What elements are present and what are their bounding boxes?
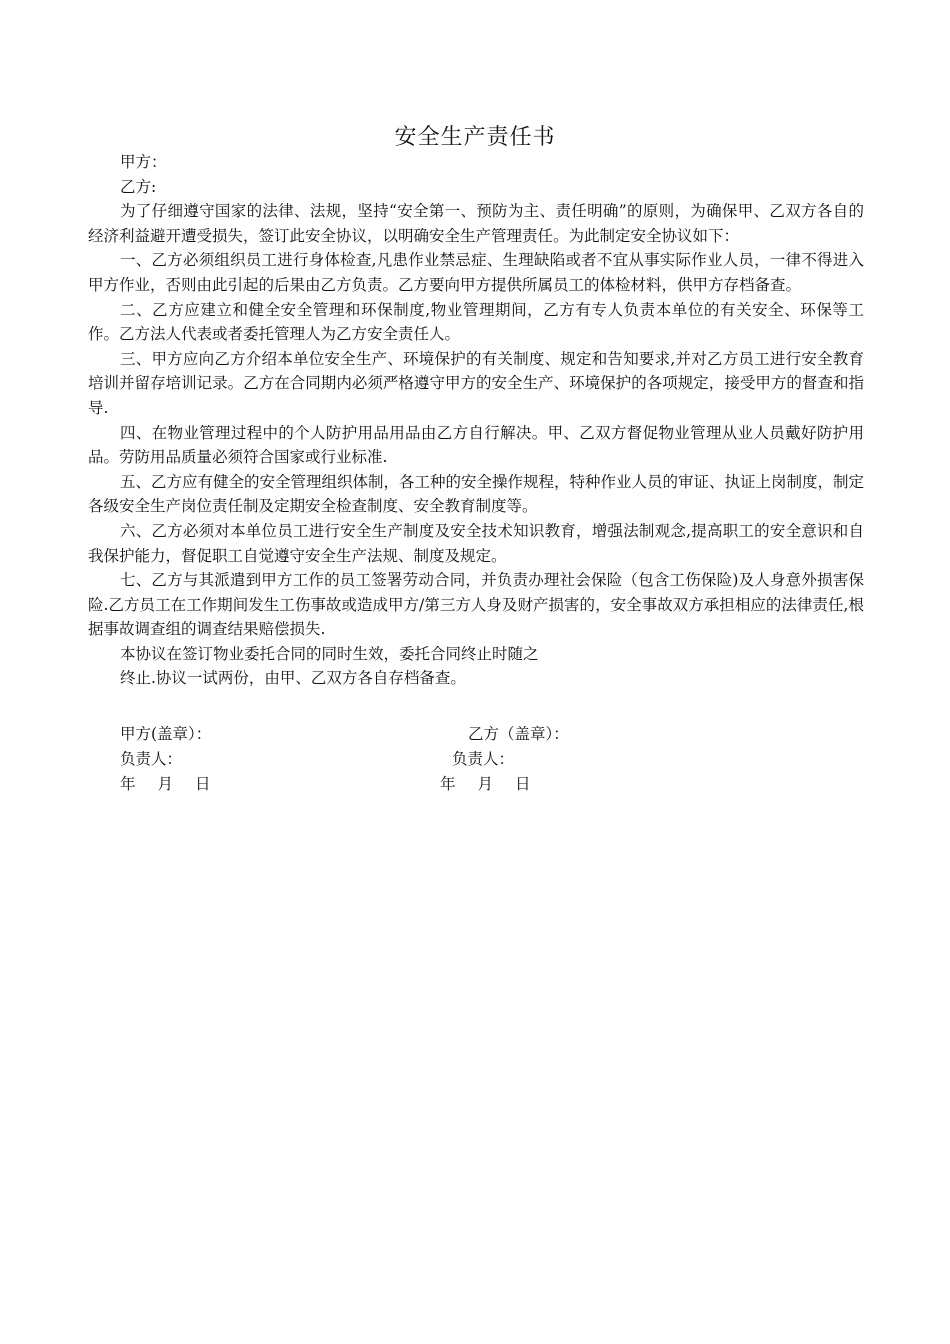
party-a-line: 甲方： xyxy=(120,153,167,171)
intro-paragraph: 为了仔细遵守国家的法律、法规，坚持“安全第一、预防为主、责任明确”的原则，为确保甲、乙双方各自的经济利益避开遭受损失，签订此安全协议，以明确安全生产管理责任。为此制定安全协议如下： xyxy=(88,202,864,245)
date-year: 年 xyxy=(120,775,136,793)
party-b-line: 乙方: xyxy=(120,177,157,196)
clause-6: 六、乙方必须对本单位员工进行安全生产制度及安全技术知识教育，增强法制观念,提高职工的安全意识和自我保护能力，督促职工自觉遵守安全生产法规、制度及规定。 xyxy=(88,521,864,565)
document-body xyxy=(88,150,864,691)
clause-1: 一、乙方必须组织员工进行身体检查,凡患作业禁忌症、生理缺陷或者不宜从事实际作业人员，一律不得进入甲方作业，否则由此引起的后果由乙方负责。乙方要向甲方提供所属员工的体检材料，供甲方存档备查。 xyxy=(88,251,864,294)
clause-2: 二、乙方应建立和健全安全管理和环保制度,物业管理期间，乙方有专人负责本单位的有关安全、环保等工作。乙方法人代表或者委托管理人为乙方安全责任人。 xyxy=(88,300,864,344)
party-a-responsible-label: 负责人： xyxy=(120,750,183,768)
clause-5: 五、乙方应有健全的安全管理组织体制，各工种的安全操作规程，特种作业人员的审证、执证上岗制度，制定各级安全生产岗位责任制及定期安全检查制度、安全教育制度等。 xyxy=(88,472,865,516)
effective-line-2: 终止.协议一试两份，由甲、乙双方各自存档备查。 xyxy=(120,669,466,688)
party-b-seal-label: 乙方（盖章）： xyxy=(468,725,569,743)
date-month: 月 xyxy=(157,775,174,793)
effective-line-1: 本协议在签订物业委托合同的同时生效，委托合同终止时随之 xyxy=(120,644,539,663)
date-day: 日 xyxy=(515,775,531,793)
date-month: 月 xyxy=(477,775,494,793)
clause-7: 七、乙方与其派遣到甲方工作的员工签署劳动合同，并负责办理社会保险（包含工伤保险)及人身意外损害保险.乙方员工在工作期间发生工伤事故或造成甲方/第三方人身及财产损害的，安全事故双方承担相应的法律责任,根据事故调查组的调查结果赔偿损失. xyxy=(88,571,864,639)
clause-4: 四、在物业管理过程中的个人防护用品用品由乙方自行解决。甲、乙双方督促物业管理从业人员戴好防护用品。劳防用品质量必须符合国家或行业标准. xyxy=(88,423,864,467)
date-year: 年 xyxy=(440,775,456,793)
party-a-seal-label: 甲方(盖章）： xyxy=(120,725,212,743)
party-b-date xyxy=(440,772,531,797)
party-b-responsible-label: 负责人： xyxy=(452,750,515,768)
clause-3: 三、甲方应向乙方介绍本单位安全生产、环境保护的有关制度、规定和告知要求,并对乙方员工进行安全教育培训并留存培训记录。乙方在合同期内必须严格遵守甲方的安全生产、环境保护的各项规定，接受甲方的督查和指导. xyxy=(88,349,864,417)
document-title: 安全生产责任书 xyxy=(394,125,556,150)
date-day: 日 xyxy=(195,775,211,793)
party-a-date xyxy=(120,772,211,797)
